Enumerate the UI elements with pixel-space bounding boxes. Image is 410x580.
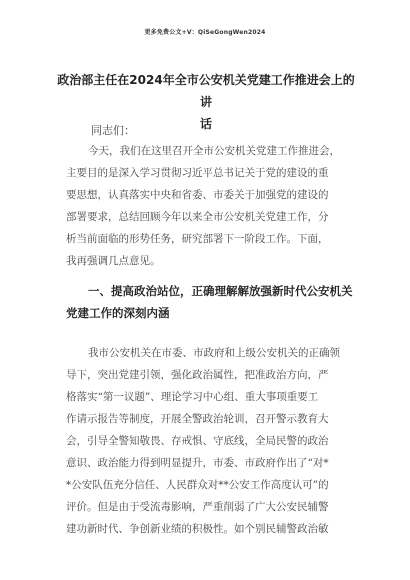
paragraph-line: 部署要求，总结回顾今年以来全市公安机关党建工作，分 xyxy=(66,211,329,223)
paragraph-line: 析当前面临的形势任务，研究部署下一阶段工作。下面， xyxy=(66,233,329,245)
paragraph-line: 我再强调几点意见。 xyxy=(66,255,161,267)
paragraph-line: 会，引导全警知敬畏、存戒惧、守底线，全局民警的政治 xyxy=(66,435,329,447)
paragraph-intro xyxy=(66,140,366,272)
paragraph-line: 要思想，认真落实中央和省委、市委关于加强党的建设的 xyxy=(66,189,329,201)
section-heading-line: 党建工作的深刻内涵 xyxy=(66,306,170,320)
paragraph-line: 我市公安机关在市委、市政府和上级公安机关的正确领 xyxy=(88,347,340,359)
paragraph-line: 作请示报告等制度，开展全警政治轮训，召开警示教育大 xyxy=(66,413,329,425)
paragraph-line: 格落实“第一议题”、理论学习中心组、重大事项重要工 xyxy=(66,391,319,403)
paragraph-line: 主要目的是深入学习贯彻习近平总书记关于党的建设的重 xyxy=(66,167,329,179)
salutation: 同志们： xyxy=(91,124,135,137)
title-line: 政治部主任在2024年全市公安机关党建工作推进会上的讲 xyxy=(57,73,355,109)
header-note: 更多免费公文+V：QiSeGongWen2024 xyxy=(144,29,266,36)
paragraph-line: 建功新时代、争创新业绩的积极性。如个别民辅警政治敏 xyxy=(66,523,329,535)
paragraph-line: *公安队伍充分信任、人民群众对**公安工作高度认可”的 xyxy=(66,479,329,491)
section-heading-1 xyxy=(66,280,366,324)
paragraph-line: 今天，我们在这里召开全市公安机关党建工作推进会， xyxy=(88,145,340,157)
section-heading-line: 一、提高政治站位，正确理解解放强新时代公安机关 xyxy=(88,284,353,298)
paragraph-line: 导下，突出党建引领，强化政治属性，把准政治方向，严 xyxy=(66,369,329,381)
paragraph-line: 评价。但是由于受流毒影响，严重削弱了广大公安民辅警 xyxy=(66,501,329,513)
paragraph-section-1 xyxy=(66,342,366,540)
title-line: 话 xyxy=(199,117,212,131)
paragraph-line: 意识、政治能力得到明显提升，市委、市政府作出了“对* xyxy=(66,457,329,469)
